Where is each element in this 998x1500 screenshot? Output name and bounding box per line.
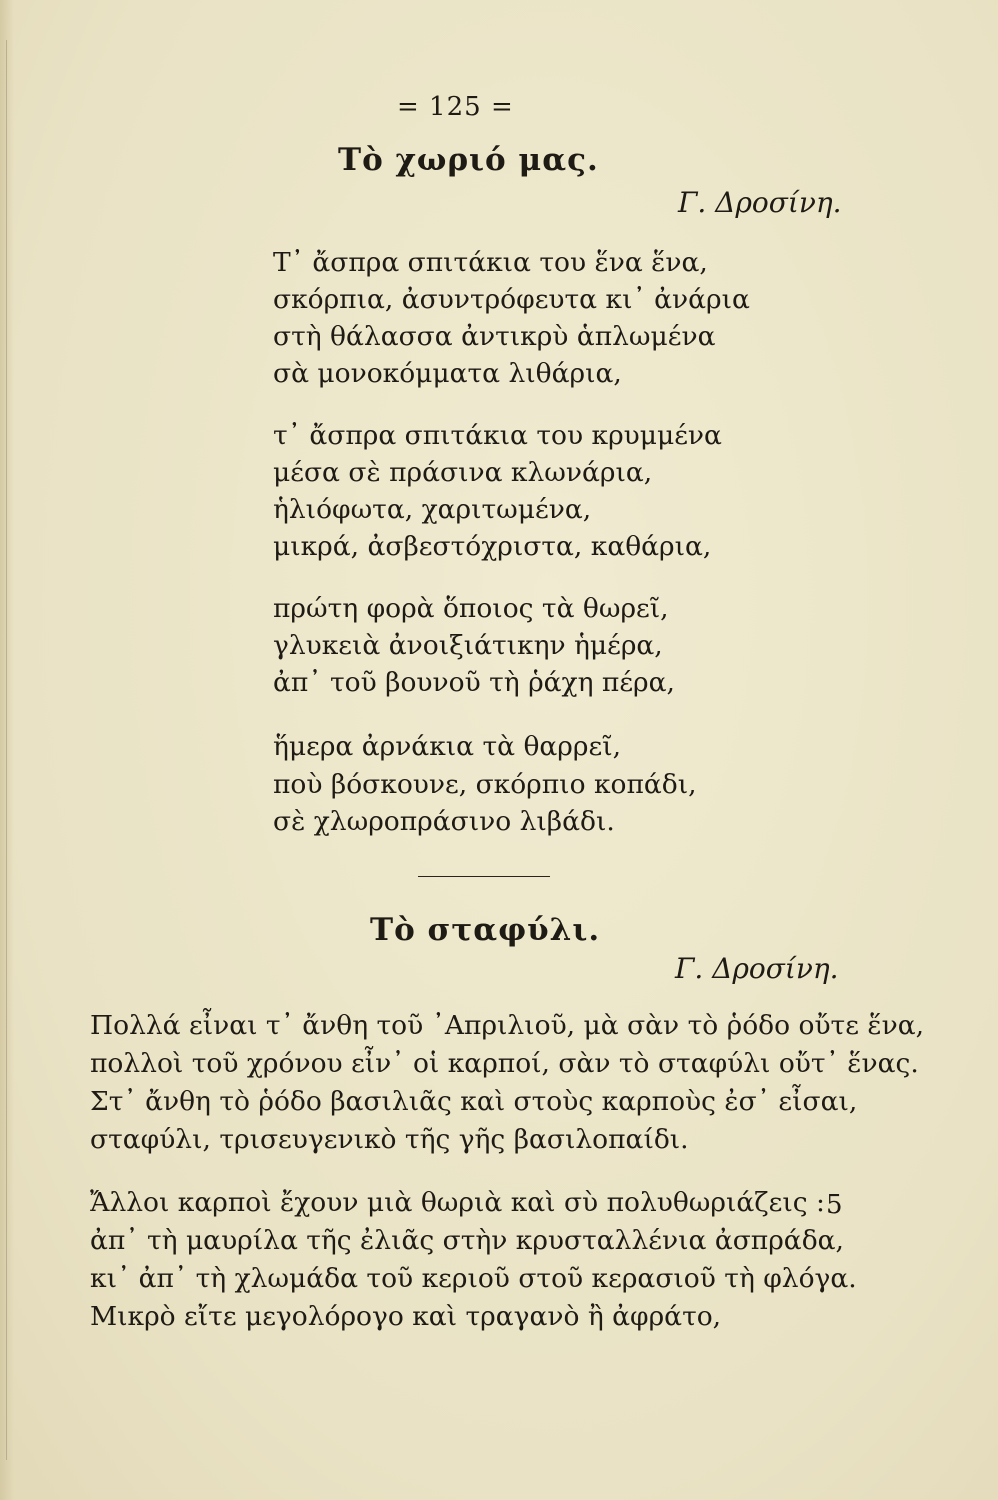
poem2-line: Στ᾿ ἄνθη τὸ ῥόδο βασιλιᾶς καὶ στοὺς καρποὺς ἐσ᾿ εἶσαι, <box>90 1086 858 1117</box>
poem1-line: γλυκειὰ ἀνοιξιάτικην ἡμέρα, <box>273 630 663 661</box>
poem2-line: σταφύλι, τρισευγενικὸ τῆς γῆς βασιλοπαίδι. <box>90 1124 689 1155</box>
poem2-line: πολλοὶ τοῦ χρόνου εἶν᾿ οἱ καρποί, σὰν τὸ σταφύλι οὔτ᾿ ἕνας. <box>90 1048 919 1079</box>
poem1-line: πρώτη φορὰ ὅποιος τὰ θωρεῖ, <box>273 593 669 624</box>
poem1-line: στὴ θάλασσα ἀντικρὺ ἁπλωμένα <box>273 321 716 352</box>
poem1-line: ποὺ βόσκουνε, σκόρπιο κοπάδι, <box>273 769 697 800</box>
poem1-line: σὲ χλωροπράσινο λιβάδι. <box>273 806 615 837</box>
poem1-line: τ᾿ ἄσπρα σπιτάκια του κρυμμένα <box>273 420 722 451</box>
poem1-line: σὰ μονοκόμματα λιθάρια, <box>273 358 622 389</box>
page-binding-line <box>6 40 7 1460</box>
line-number: 5 <box>826 1190 843 1220</box>
poem1-line: μέσα σὲ πράσινα κλωνάρια, <box>273 457 653 488</box>
section-divider <box>418 876 550 877</box>
poem1-line: ἀπ᾿ τοῦ βουνοῦ τὴ ῥάχη πέρα, <box>273 667 675 698</box>
page-binding-shadow <box>0 0 14 1500</box>
poem1-title: Τὸ χωριό μας. <box>338 142 599 178</box>
poem2-line: Πολλά εἶναι τ᾿ ἄνθη τοῦ ᾿Απριλιοῦ, μὰ σὰν τὸ ῥόδο οὔτε ἕνα, <box>90 1010 925 1041</box>
poem1-line: ἡλιόφωτα, χαριτωμένα, <box>273 494 592 525</box>
poem1-line: ἥμερα ἀρνάκια τὰ θαρρεῖ, <box>273 731 622 762</box>
poem1-line: σκόρπια, ἀσυντρόφευτα κι᾿ ἀνάρια <box>273 284 750 315</box>
poem1-line: μικρά, ἀσβεστόχριστα, καθάρια, <box>273 531 712 562</box>
poem2-author: Γ. Δροσίνη. <box>675 952 839 985</box>
poem1-line: Τ᾿ ἄσπρα σπιτάκια του ἕνα ἕνα, <box>273 247 708 278</box>
poem2-line: ἀπ᾿ τὴ μαυρίλα τῆς ἐλιᾶς στὴν κρυσταλλένια ἀσπράδα, <box>90 1225 844 1256</box>
poem2-line: Ἄλλοι καρποὶ ἔχουν μιὰ θωριὰ καὶ σὺ πολυθωριάζεις : <box>90 1187 825 1218</box>
poem2-line: Μικρὸ εἴτε μεγολόρογο καὶ τραγανὸ ἢ ἀφράτο, <box>90 1301 722 1332</box>
page-number: = 125 = <box>397 92 514 122</box>
poem2-line: κι᾿ ἀπ᾿ τὴ χλωμάδα τοῦ κεριοῦ στοῦ κερασιοῦ τὴ φλόγα. <box>90 1263 857 1294</box>
poem2-title: Τὸ σταφύλι. <box>370 912 601 948</box>
poem1-author: Γ. Δροσίνη. <box>678 186 842 219</box>
